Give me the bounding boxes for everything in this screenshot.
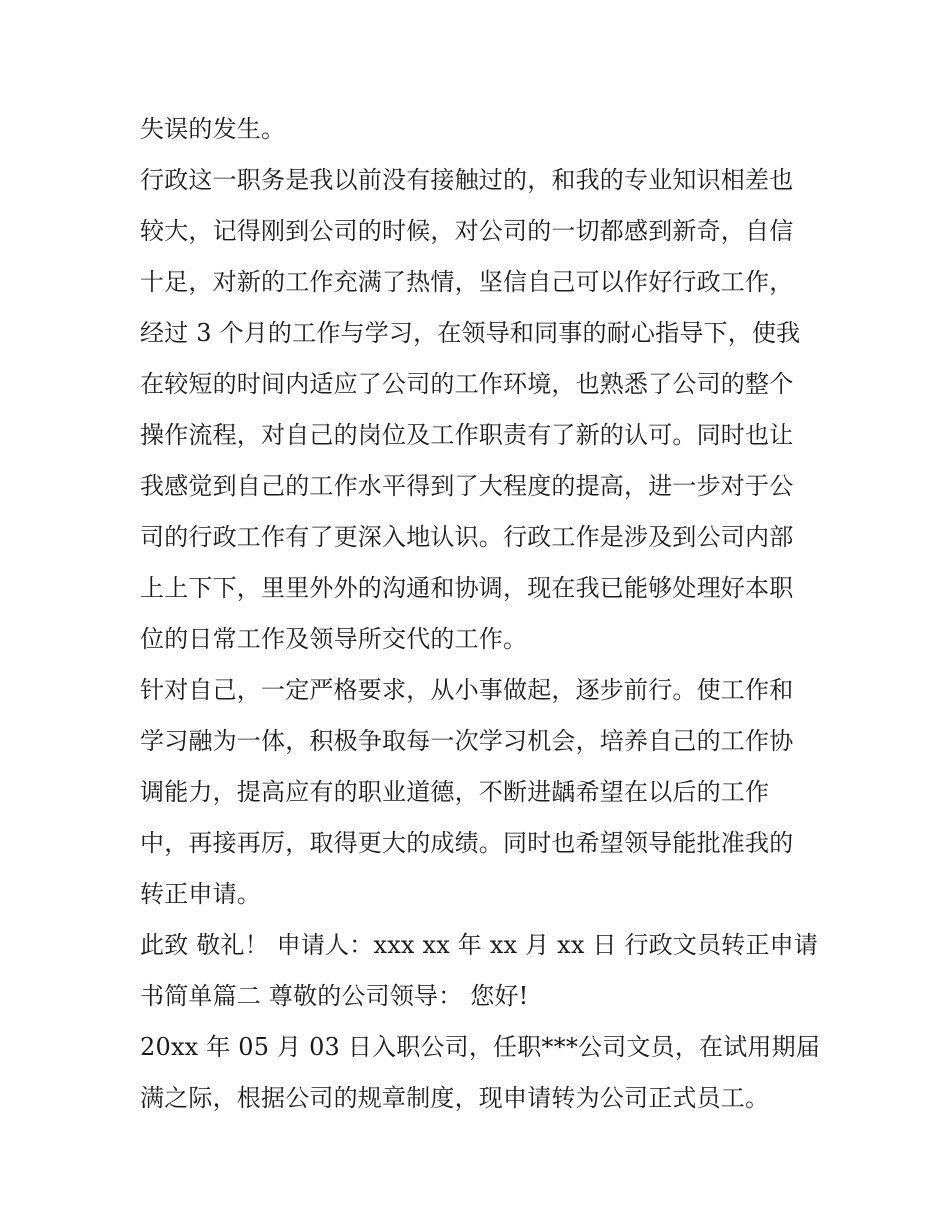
text-line: 操作流程，对自己的岗位及工作职责有了新的认可。同时也让 [140, 421, 794, 449]
text-line: 针对自己，一定严格要求，从小事做起，逐步前行。使工作和 [140, 676, 794, 704]
text-line: 司的行政工作有了更深入地认识。行政工作是涉及到公司内部 [140, 523, 794, 551]
text-line: 在较短的时间内适应了公司的工作环境，也熟悉了公司的整个 [140, 370, 794, 398]
text-line: 较大，记得刚到公司的时候，对公司的一切都感到新奇，自信 [140, 217, 794, 245]
text-line: 经过 3 个月的工作与学习，在领导和同事的耐心指导下，使我 [140, 319, 801, 347]
text-line: 调能力，提高应有的职业道德，不断进龋希望在以后的工作 [140, 778, 770, 806]
text-line: 十足，对新的工作充满了热情，坚信自己可以作好行政工作， [140, 268, 794, 296]
text-line: 我感觉到自己的工作水平得到了大程度的提高，进一步对于公 [140, 472, 794, 500]
text-line: 上上下下，里里外外的沟通和协调，现在我已能够处理好本职 [140, 574, 794, 602]
text-line: 满之际，根据公司的规章制度，现申请转为公司正式员工。 [140, 1084, 770, 1112]
document-body [140, 104, 830, 1124]
text-line: 失误的发生。 [140, 115, 286, 143]
text-line: 行政这一职务是我以前没有接触过的，和我的专业知识相差也 [140, 166, 794, 194]
text-line: 中，再接再厉，取得更大的成绩。同时也希望领导能批准我的 [140, 829, 794, 857]
text-line: 学习融为一体，积极争取每一次学习机会，培养自己的工作协 [140, 727, 794, 755]
text-line: 20xx 年 05 月 03 日入职公司，任职***公司文员，在试用期届 [140, 1033, 821, 1061]
text-line: 书简单篇二 尊敬的公司领导： 您好! [140, 982, 529, 1010]
text-line: 此致 敬礼！ 申请人：xxx xx 年 xx 月 xx 日 行政文员转正申请 [140, 931, 819, 959]
text-line: 位的日常工作及领导所交代的工作。 [140, 625, 528, 653]
text-line: 转正申请。 [140, 880, 261, 908]
